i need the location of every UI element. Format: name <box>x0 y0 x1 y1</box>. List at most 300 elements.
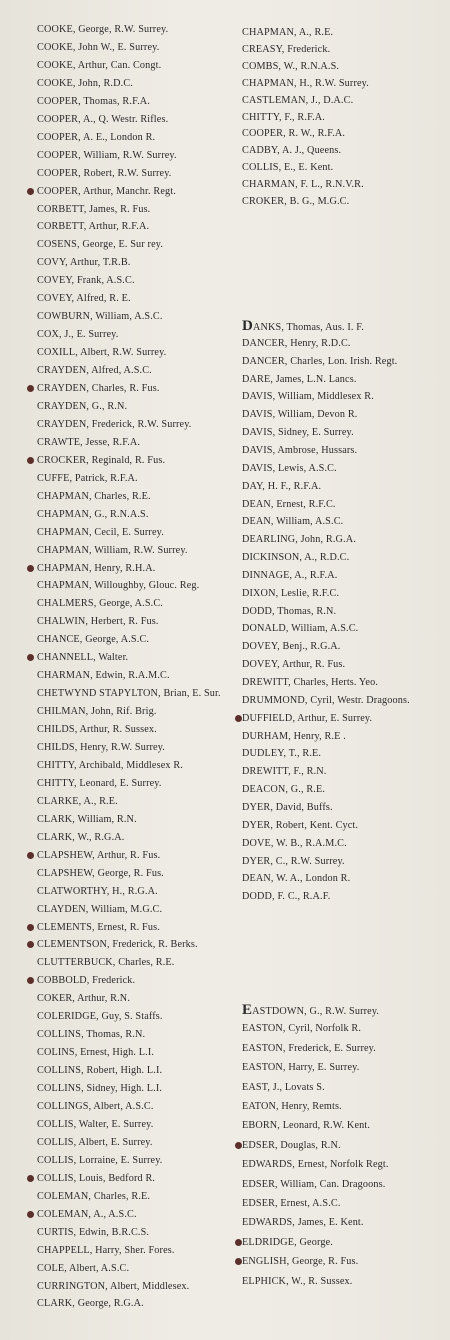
entry-surname: CORBETT <box>37 203 84 215</box>
entry-surname: EDWARDS <box>242 1217 293 1229</box>
entry-separator: , <box>272 391 278 403</box>
roll-entry <box>0 293 131 305</box>
entry-surname: DIXON <box>242 587 276 599</box>
roll-entry <box>0 1263 129 1275</box>
entry-detail: William, A.S.C. <box>276 516 344 528</box>
roll-entry <box>240 112 325 124</box>
entry-surname: DURHAM <box>242 730 289 742</box>
entry-surname: COLLIS <box>242 162 279 174</box>
entry-separator: , <box>81 1083 87 1095</box>
entry-surname: COLLINGS <box>37 1101 89 1112</box>
poppy-marker-icon <box>27 385 34 392</box>
entry-separator: , <box>78 795 84 807</box>
entry-separator: , <box>284 355 291 367</box>
roll-entry <box>240 784 325 796</box>
entry-surname: COX <box>37 329 59 341</box>
entry-separator: , <box>72 1298 78 1310</box>
entry-detail: W. A., London R. <box>276 873 351 885</box>
entry-detail: H., R.W. Surrey. <box>299 77 369 89</box>
roll-entry <box>240 338 351 350</box>
entry-surname: CRAYDEN <box>37 383 87 394</box>
roll-entry <box>0 114 168 126</box>
entry-surname: COOKE <box>37 24 73 35</box>
entry-surname: COLLIS <box>37 1154 74 1166</box>
entry-surname: ENGLISH <box>242 1256 287 1268</box>
entry-detail: H. F., R.F.A. <box>267 480 322 492</box>
roll-entry <box>0 724 157 736</box>
entry-surname: COOPER <box>37 167 79 179</box>
entry-surname: CHANCE <box>37 634 80 646</box>
entry-separator: , <box>72 59 78 71</box>
roll-entry <box>0 1011 163 1023</box>
entry-surname: COSENS <box>37 239 77 251</box>
roll-entry <box>0 491 151 503</box>
entry-detail: Arthur, E. Surrey. <box>297 712 373 724</box>
entry-separator: , <box>85 616 91 628</box>
entry-surname: DYER <box>242 819 271 831</box>
entry-separator: , <box>78 95 84 107</box>
entry-separator: , <box>106 885 113 897</box>
entry-surname: EDWARDS <box>242 1159 293 1171</box>
entry-detail: George, A.S.C. <box>99 598 163 610</box>
entry-separator: , <box>270 373 276 385</box>
entry-surname: COOPER <box>242 128 284 140</box>
roll-entry <box>0 1137 153 1149</box>
entry-surname: CASTLEMAN <box>242 94 306 106</box>
entry-separator: , <box>277 641 283 653</box>
entry-surname: DYER <box>242 801 271 813</box>
entry-surname: DYER <box>242 855 271 867</box>
roll-entry <box>240 356 397 368</box>
entry-detail: R. W., R.F.A. <box>288 128 346 140</box>
entry-separator: , <box>275 1198 281 1209</box>
entry-separator: , <box>72 77 79 89</box>
entry-separator: , <box>292 1159 298 1171</box>
entry-surname: COWBURN <box>37 311 91 323</box>
roll-entry <box>0 868 164 880</box>
entry-detail: W., R.N.A.S. <box>283 60 340 72</box>
entry-separator: , <box>304 1006 310 1017</box>
entry-separator: , <box>81 1065 87 1077</box>
entry-detail: Charles, Lon. Irish. Regt. <box>290 355 398 367</box>
entry-detail: Ambrose, Hussars. <box>277 444 358 456</box>
roll-entry <box>240 1179 385 1191</box>
entry-surname: DEACON <box>242 784 286 796</box>
roll-entry <box>240 588 339 600</box>
roll-entry <box>240 873 350 885</box>
entry-surname: CLARK <box>37 813 73 825</box>
poppy-marker-icon <box>235 715 242 722</box>
entry-separator: , <box>285 784 291 796</box>
entry-detail: Henry, R.D.C. <box>290 337 351 349</box>
entry-detail: Walter, E. Surrey. <box>78 1118 154 1130</box>
entry-surname: CHAPMAN <box>37 490 89 502</box>
entry-detail: Guy, S. Staffs. <box>101 1011 163 1023</box>
roll-entry <box>0 455 165 467</box>
roll-entry <box>240 162 333 174</box>
entry-surname: COOKE <box>37 41 73 53</box>
entry-detail: Frederick, R. Berks. <box>112 939 198 951</box>
entry-surname: COLLIS <box>37 1172 74 1184</box>
entry-separator: , <box>281 43 288 55</box>
entry-detail: William, R.W. Surrey. <box>83 149 177 161</box>
entry-separator: , <box>79 634 86 646</box>
roll-entry <box>240 766 326 778</box>
roll-entry <box>0 922 160 934</box>
roll-entry <box>0 132 155 144</box>
entry-surname: CHAPMAN <box>37 508 89 520</box>
roll-entry <box>0 257 130 269</box>
entry-surname: COXILL <box>37 347 76 359</box>
entry-separator: , <box>78 149 84 161</box>
entry-detail: Benj., R.G.A. <box>282 641 341 653</box>
entry-separator: , <box>86 383 92 394</box>
roll-entry <box>240 499 336 511</box>
poppy-marker-icon <box>27 565 34 572</box>
entry-detail: Thomas, R.N. <box>86 1029 146 1041</box>
roll-entry <box>0 1281 189 1293</box>
entry-detail: Brian, E. Sur. <box>163 688 221 700</box>
drop-cap-letter: E <box>242 1002 253 1018</box>
entry-separator: , <box>90 670 96 682</box>
entry-surname: COVY <box>37 257 66 269</box>
entry-detail: Frederick. <box>92 975 136 987</box>
surname-rest: ANKS <box>252 322 282 333</box>
roll-entry <box>0 1065 162 1077</box>
roll-entry <box>0 78 133 90</box>
poppy-marker-icon <box>235 1258 242 1265</box>
entry-separator: , <box>88 1190 94 1202</box>
poppy-marker-icon <box>27 977 34 984</box>
entry-surname: COOPER <box>37 131 79 143</box>
roll-entry <box>240 856 345 868</box>
entry-separator: , <box>65 257 70 269</box>
entry-surname: COOKE <box>37 59 73 71</box>
entry-detail: J., D.A.C. <box>311 94 354 106</box>
entry-detail: A. E., London R. <box>82 131 156 143</box>
entry-detail: Cyril, Westr. Dragoons. <box>310 694 410 706</box>
entry-surname: CHAPPELL <box>37 1244 90 1256</box>
entry-separator: , <box>73 759 79 771</box>
entry-detail: Arthur, Can. Congt. <box>77 59 162 71</box>
entry-detail: Frederick, E. Surrey. <box>288 1042 376 1054</box>
entry-detail: Charles, Herts. Yeo. <box>293 677 379 688</box>
entry-detail: William, M.G.C. <box>91 903 163 915</box>
entry-surname: CHAPMAN <box>242 77 294 89</box>
entry-surname: ELPHICK <box>242 1275 287 1287</box>
entry-separator: , <box>282 1062 289 1074</box>
entry-separator: , <box>270 837 277 849</box>
poppy-marker-icon <box>27 654 34 661</box>
entry-separator: , <box>86 975 93 987</box>
entry-detail: Arthur, Manchr. Regt. <box>82 185 176 197</box>
entry-separator: , <box>73 1172 79 1184</box>
entry-surname: CORBETT <box>37 221 84 233</box>
roll-entry <box>240 891 330 903</box>
entry-surname: CROCKER <box>37 454 87 466</box>
entry-detail: Henry, Remts. <box>281 1101 342 1112</box>
entry-separator: , <box>69 472 75 484</box>
entry-surname: DUFFIELD <box>242 712 293 724</box>
roll-entry <box>240 320 364 334</box>
entry-separator: , <box>89 1244 96 1256</box>
entry-detail: Patrick, R.F.A. <box>74 472 138 484</box>
entry-separator: , <box>281 322 287 333</box>
entry-detail: Herbert, R. Fus. <box>90 616 159 628</box>
entry-separator: , <box>270 498 277 510</box>
entry-surname: CHAPMAN <box>37 526 89 538</box>
entry-surname: ELDRIDGE <box>242 1236 295 1248</box>
entry-separator: , <box>91 921 98 933</box>
entry-separator: , <box>89 544 95 556</box>
roll-entry <box>0 509 149 521</box>
entry-detail: William, Can. Dragoons. <box>280 1178 386 1190</box>
entry-surname: CLAPSHEW <box>37 849 93 861</box>
entry-detail: John, R.D.C. <box>78 77 133 89</box>
roll-entry <box>0 24 168 36</box>
entry-detail: George, R. Fus. <box>97 867 164 879</box>
entry-detail: Arthur, R. Fus. <box>97 849 161 861</box>
entry-detail: Arthur, R.N. <box>77 993 131 1005</box>
entry-separator: , <box>74 724 80 736</box>
entry-detail: Sidney, E. Surrey. <box>277 427 354 439</box>
entry-detail: F. L., R.N.V.R. <box>300 179 364 191</box>
entry-detail: T., R.E. <box>288 748 322 760</box>
entry-detail: Henry, R.W. Surrey. <box>80 742 166 753</box>
entry-detail: Leonard, R.W. Kent. <box>282 1120 371 1132</box>
entry-surname: DANCER <box>242 337 285 349</box>
entry-separator: , <box>73 1226 79 1238</box>
entry-separator: , <box>284 196 290 207</box>
entry-surname: DAY <box>242 480 263 492</box>
poppy-marker-icon <box>27 924 34 931</box>
roll-entry <box>0 527 164 539</box>
entry-detail: Lorraine, E. Surrey. <box>78 1154 163 1166</box>
entry-detail: Sidney, High. L.I. <box>86 1083 163 1095</box>
entry-surname: CHILDS <box>37 742 75 753</box>
entry-detail: A. J., Queens. <box>281 145 342 157</box>
roll-entry <box>0 1047 154 1059</box>
entry-surname: CHETWYND STAPYLTON <box>37 688 159 700</box>
roll-entry <box>0 1119 153 1131</box>
entry-surname: DAVIS <box>242 391 273 403</box>
roll-entry <box>0 186 176 198</box>
entry-separator: , <box>272 444 278 456</box>
entry-surname: CLUTTERBUCK <box>37 957 113 969</box>
entry-separator: , <box>270 801 276 813</box>
roll-entry <box>0 670 170 682</box>
poppy-marker-icon <box>27 852 34 859</box>
entry-surname: COLLINS <box>37 1083 82 1095</box>
entry-surname: CHILMAN <box>37 706 86 718</box>
entry-separator: , <box>272 605 278 617</box>
entry-detail: Ernest, R.F.C. <box>276 498 336 510</box>
entry-separator: , <box>83 221 89 233</box>
entry-surname: COVEY <box>37 293 72 305</box>
entry-detail: Albert, A.S.C. <box>93 1101 154 1112</box>
entry-separator: , <box>275 1178 281 1190</box>
roll-entry <box>0 1101 154 1113</box>
roll-entry <box>0 1298 144 1310</box>
entry-detail: Arthur, R. Sussex. <box>79 724 157 736</box>
entry-separator: , <box>73 777 80 789</box>
roll-entry <box>240 516 343 528</box>
entry-detail: William, R.N. <box>77 813 137 825</box>
entry-surname: EASTON <box>242 1042 283 1054</box>
entry-detail: G., R.W. Surrey. <box>309 1006 380 1017</box>
roll-entry <box>0 957 174 969</box>
entry-separator: , <box>72 24 79 35</box>
entry-detail: William, Middlesex R. <box>277 391 374 403</box>
roll-entry <box>0 1155 163 1167</box>
entry-detail: Ernest, A.S.C. <box>280 1198 341 1209</box>
entry-separator: , <box>78 131 83 143</box>
entry-separator: , <box>262 480 268 492</box>
drop-cap-letter: D <box>242 318 253 334</box>
entry-surname: EDSER <box>242 1198 276 1209</box>
roll-entry <box>0 1245 175 1257</box>
roll-entry <box>240 552 349 564</box>
entry-separator: , <box>78 167 84 179</box>
entry-separator: , <box>92 867 98 879</box>
entry-surname: CHITTY <box>37 777 74 789</box>
entry-separator: , <box>292 1217 298 1229</box>
roll-entry <box>0 1227 149 1239</box>
entry-surname: DREWITT <box>242 766 289 778</box>
entry-separator: , <box>289 569 295 581</box>
entry-surname: COBBOLD <box>37 975 87 987</box>
roll-entry <box>0 204 150 216</box>
roll-entry <box>0 150 177 162</box>
poppy-marker-icon <box>235 1239 242 1246</box>
roll-entry <box>0 939 198 951</box>
entry-surname: COLINS <box>37 1047 75 1059</box>
entry-detail: Robert, Kent. Cyct. <box>275 819 359 831</box>
roll-entry <box>240 44 330 56</box>
roll-entry <box>0 814 137 826</box>
entry-detail: A., R.F.A. <box>294 569 338 581</box>
roll-entry <box>240 802 333 814</box>
roll-entry <box>0 652 128 664</box>
entry-detail: W., R.G.A. <box>77 831 125 843</box>
entry-surname: CLATWORTHY <box>37 885 107 897</box>
entry-surname <box>242 318 282 334</box>
entry-detail: John W., E. Surrey. <box>78 41 160 53</box>
entry-separator: , <box>89 490 95 502</box>
roll-entry <box>240 463 337 475</box>
entry-surname: COLLIS <box>37 1136 74 1148</box>
roll-entry <box>240 1140 341 1152</box>
entry-separator: , <box>71 275 77 287</box>
entry-surname: CHAPMAN <box>37 544 89 556</box>
entry-separator: , <box>304 694 311 706</box>
entry-surname: CHITTY <box>242 111 279 123</box>
entry-surname: COLEMAN <box>37 1190 89 1202</box>
entry-detail: H., R.G.A. <box>112 885 158 897</box>
entry-surname: DODD <box>242 891 273 903</box>
entry-detail: John, Rif. Brig. <box>91 706 157 718</box>
roll-entry <box>240 1217 364 1229</box>
entry-separator: , <box>89 508 95 520</box>
entry-separator: , <box>267 1081 273 1093</box>
entry-detail: Jesse, R.F.A. <box>85 436 141 448</box>
roll-entry <box>0 760 183 772</box>
entry-surname: COOPER <box>37 149 79 161</box>
roll-entry <box>240 1082 325 1094</box>
roll-entry <box>240 427 354 439</box>
entry-detail: W. B., R.A.M.C. <box>276 837 347 849</box>
roll-entry <box>240 695 410 707</box>
entry-surname: CREASY <box>242 43 282 55</box>
entry-detail: Thomas, Aus. I. F. <box>286 322 364 333</box>
entry-detail: Arthur, R.F.A. <box>88 221 150 233</box>
roll-entry <box>0 616 159 628</box>
roll-entry <box>0 168 171 180</box>
entry-surname: COLLINS <box>37 1029 82 1041</box>
roll-entry <box>0 993 130 1005</box>
entry-surname: EDSER <box>242 1178 276 1190</box>
entry-detail: Louis, Bedford R. <box>78 1172 156 1184</box>
entry-separator: , <box>272 462 278 474</box>
entry-detail: Robert, High. L.I. <box>86 1065 163 1077</box>
entry-surname: DONALD <box>242 623 286 635</box>
entry-detail: Ernest, High. L.I. <box>80 1047 155 1059</box>
entry-detail: W., R. Sussex. <box>291 1275 353 1287</box>
poppy-marker-icon <box>27 457 34 464</box>
entry-surname: DAVIS <box>242 462 273 474</box>
entry-separator: , <box>286 1256 293 1268</box>
entry-detail: Albert, A.S.C. <box>69 1262 130 1274</box>
roll-entry <box>240 748 321 760</box>
entry-surname: CLARKE <box>37 795 79 807</box>
entry-separator: , <box>64 1262 70 1274</box>
roll-entry <box>0 1191 150 1203</box>
entry-separator: , <box>272 891 278 903</box>
roll-entry <box>0 329 118 341</box>
entry-detail: A., R.E. <box>298 27 334 38</box>
poppy-marker-icon <box>27 1175 34 1182</box>
roll-entry <box>240 1062 359 1074</box>
entry-separator: , <box>72 813 78 825</box>
entry-separator: , <box>106 939 113 951</box>
roll-entry <box>240 570 337 582</box>
roll-entry <box>0 598 163 610</box>
entry-surname: CLAPSHEW <box>37 867 93 879</box>
roll-entry <box>0 796 118 808</box>
roll-entry <box>240 179 364 191</box>
roll-entry <box>0 688 221 700</box>
entry-separator: , <box>76 239 83 251</box>
entry-surname: CRAWTE <box>37 436 81 448</box>
roll-entry <box>240 1120 370 1132</box>
entry-surname: COLLINS <box>37 1065 82 1077</box>
roll-entry <box>0 437 140 449</box>
entry-separator: , <box>288 766 294 778</box>
entry-separator: , <box>294 77 300 89</box>
roll-entry <box>0 311 163 323</box>
entry-detail: Frank, A.S.C. <box>76 275 135 287</box>
entry-separator: , <box>282 1042 289 1054</box>
entry-separator: , <box>295 179 301 191</box>
roll-entry <box>240 677 378 689</box>
entry-surname: COOPER <box>37 95 79 107</box>
entry-detail: James, L.N. Lancs. <box>275 373 357 385</box>
entry-surname: DODD <box>242 605 273 617</box>
entry-separator: , <box>75 347 81 359</box>
entry-detail: C., R.W. Surrey. <box>275 855 345 867</box>
roll-entry <box>0 96 150 108</box>
roll-entry <box>240 641 340 653</box>
